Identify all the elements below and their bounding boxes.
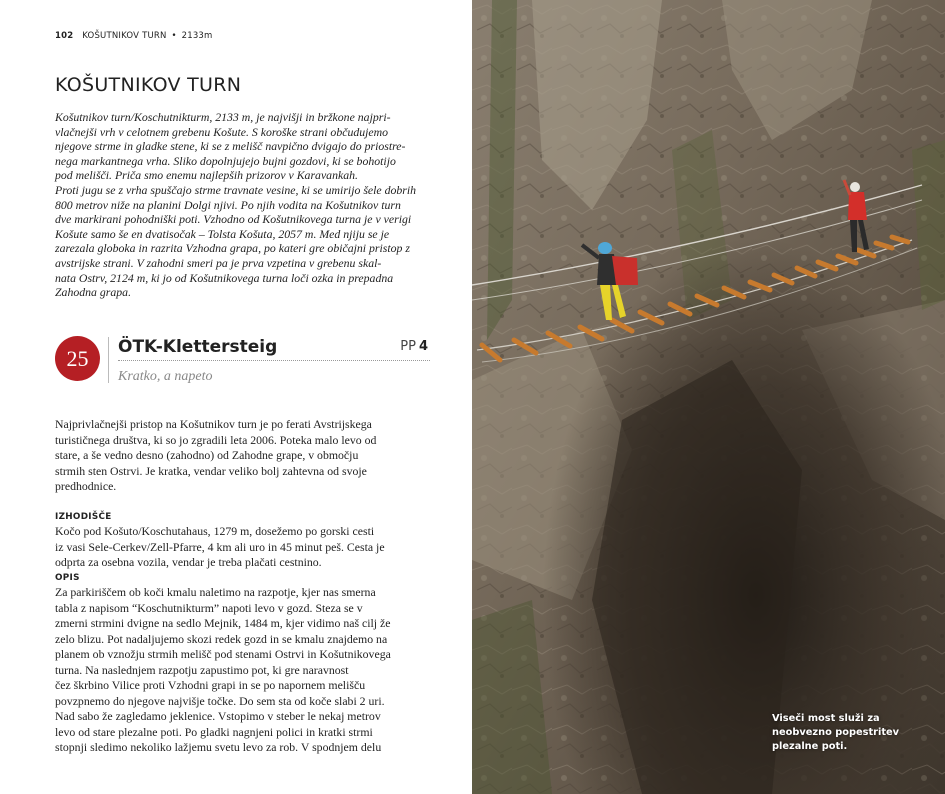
- caption-line: neobvezno popestritev: [772, 727, 900, 738]
- intro-line: Košute samo še en dvatisočak – Tolsta Košuta, 2057 m. Med njiju se je: [55, 226, 390, 241]
- photo-caption: [772, 712, 912, 754]
- start-line: odprta za osebna vozila, vendar je treba plačati cestnino.: [55, 555, 322, 569]
- start-line: iz vasi Sele-Cerkev/Zell-Pfarre, 4 km ali uro in 45 minut peš. Cesta je: [55, 539, 385, 554]
- desc-line: tabla z napisom “Koschutnikturm” napoti levo v gozd. Steza se v: [55, 600, 363, 615]
- route-dotted-rule: [118, 360, 430, 361]
- route-difficulty: [400, 339, 428, 354]
- route-pp-label: PP: [400, 339, 416, 354]
- intro-line: zarezala globoka in razrita Vzhodna grapa, po kateri gre običajni pristop z: [55, 241, 411, 256]
- running-header-separator: •: [171, 31, 177, 41]
- description-line: predhodnice.: [55, 479, 117, 493]
- start-heading: IZHODIŠČE: [55, 512, 112, 522]
- description-section: [55, 585, 435, 756]
- running-header: [55, 31, 213, 41]
- intro-line: njegove strme in gladke stene, ki se z melišč navpično dvigajo do priostre-: [55, 139, 406, 154]
- route-title: ÖTK-Klettersteig: [118, 337, 278, 357]
- intro-line: dve markirani pohodniški poti. Vzhodno od Košutnikovega turna je v verigi: [55, 212, 412, 227]
- description-line: stare, a še vedno desno (zahodno) od Zahodne grape, v območju: [55, 448, 359, 462]
- description-line: strmih sten Ostrvi. Je kratka, vendar veliko bolj zahtevna od svoje: [55, 463, 367, 478]
- intro-line: Proti jugu se z vrha spuščajo strme travnate vesine, ki se umirijo šele dobrih: [55, 182, 417, 197]
- start-section: [55, 524, 435, 571]
- page-title: KOŠUTNIKOV TURN: [55, 74, 242, 96]
- route-subtitle: Kratko, a napeto: [118, 369, 213, 384]
- desc-line: planem ob vznožju strmih melišč pod stenami Ostrvi in Košutnikovega: [55, 647, 391, 661]
- intro-paragraph: [55, 110, 430, 300]
- desc-line: zelo blizu. Pot nadaljujemo skozi redek gozd in se kmalu znajdemo na: [55, 631, 388, 646]
- running-header-section: KOŠUTNIKOV TURN: [82, 31, 167, 41]
- intro-line: Košutnikov turn/Koschutnikturm, 2133 m, je najvišji in bržkone najpri-: [55, 110, 391, 124]
- left-page: [0, 0, 472, 794]
- start-line: Kočo pod Košuto/Koschutahaus, 1279 m, dosežemo po gorski cesti: [55, 524, 375, 538]
- intro-line: 800 metrov niže na planini Dolgi njivi. Po njih vodita na Košutnikov turn: [55, 197, 401, 212]
- suspension-bridge-photo: [472, 0, 945, 794]
- intro-line: nata Ostrv, 2124 m, ki jo od Košutnikovega turna loči ozka in prepadna: [55, 270, 394, 285]
- caption-line: plezalne poti.: [772, 741, 848, 752]
- desc-line: levo od stare plezalne poti. Po gladki nagnjeni polici in kratki strmi: [55, 724, 373, 739]
- route-pp-value: 4: [418, 339, 428, 354]
- intro-line: pod melišči. Priča smo enemu najlepših prizorov v Karavankah.: [55, 168, 358, 183]
- description-line: turističnega društva, ki so jo zgradili leta 2006. Poteka malo levo od: [55, 432, 377, 447]
- desc-line: zmerni strmini dvigne na sedlo Mejnik, 1484 m, kjer vidimo naš cilj že: [55, 616, 391, 630]
- route-description: [55, 417, 435, 495]
- desc-line: stopnji sledimo nekoliko lažjemu svetu levo za rob. V spodnjem delu: [55, 740, 382, 754]
- intro-line: vlačnejši vrh v celotnem grebenu Košute. S koroške strani občudujemo: [55, 124, 389, 139]
- intro-line: Zahodna grapa.: [55, 285, 132, 300]
- running-header-elevation: 2133m: [181, 31, 213, 41]
- desc-line: povzpnemo do njegove najvišje točke. Do sem sta od koče slabi 2 uri.: [55, 693, 385, 708]
- description-line: Najprivlačnejši pristop na Košutnikov turn je po ferati Avstrijskega: [55, 417, 372, 431]
- route-header: [55, 335, 430, 387]
- caption-line: Viseči most služi za: [772, 713, 880, 724]
- desc-line: Za parkiriščem ob koči kmalu naletimo na razpotje, kjer nas smerna: [55, 585, 376, 599]
- route-divider: [108, 337, 109, 383]
- desc-line: turna. Na naslednjem razpotju zapustimo pot, ki gre naravnost: [55, 662, 349, 677]
- description-heading: OPIS: [55, 573, 80, 583]
- page-number: 102: [55, 31, 74, 41]
- route-number-badge: 25: [55, 336, 100, 381]
- desc-line: Nad sabo že zagledamo jeklenice. Vstopimo v steber le nekaj metrov: [55, 709, 381, 723]
- intro-line: nega markantnega vrha. Sliko dopolnjujejo bujni gozdovi, ki se bohotijo: [55, 153, 396, 168]
- intro-line: avstrijske strani. V zahodni smeri pa je prva vzpetina v grebenu skal-: [55, 255, 382, 270]
- right-page: [472, 0, 945, 794]
- desc-line: čez škrbino Vilice proti Vzhodni grapi in se po napornem melišču: [55, 678, 366, 692]
